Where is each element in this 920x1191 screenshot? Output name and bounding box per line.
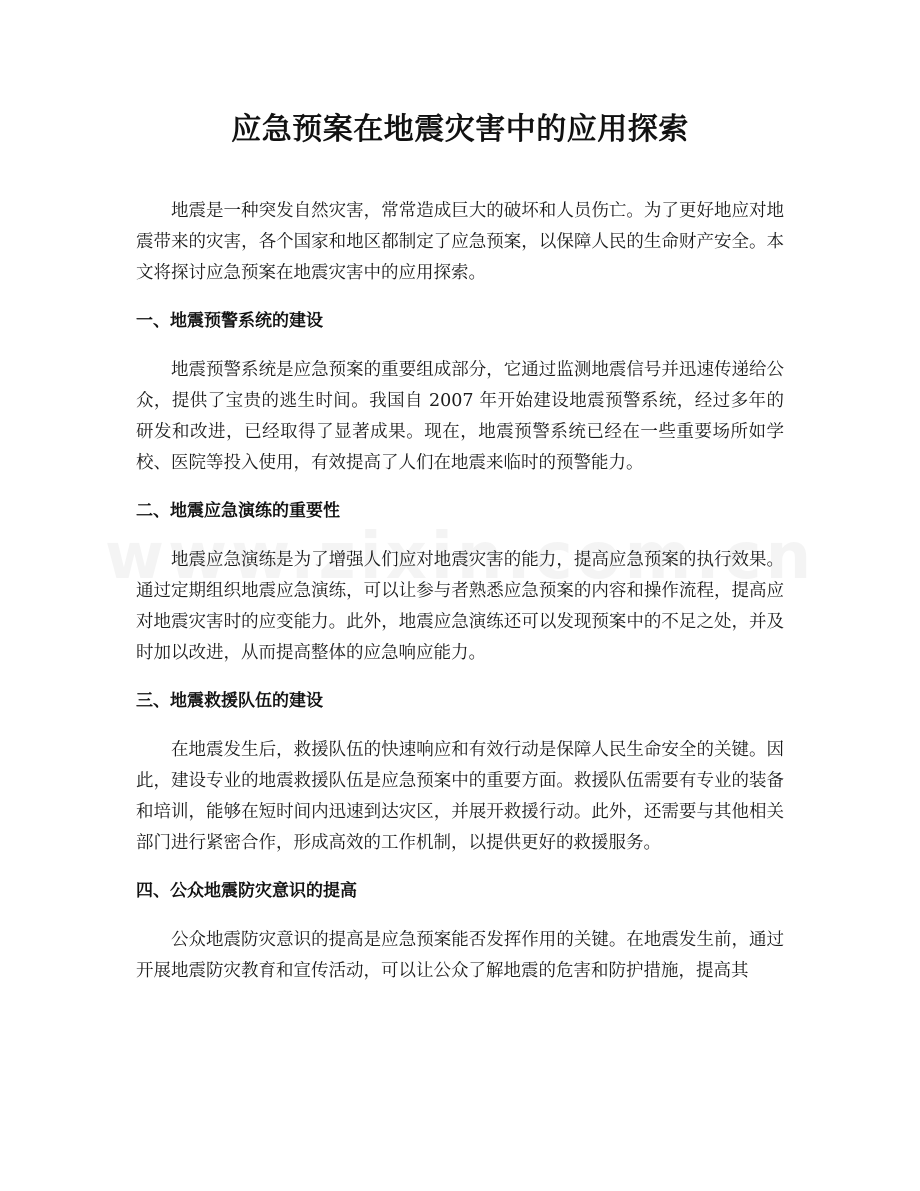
section-body-4: 公众地震防灾意识的提高是应急预案能否发挥作用的关键。在地震发生前，通过开展地震防灾教育和宣传活动，可以让公众了解地震的危害和防护措施，提高其 [136, 930, 784, 981]
intro-paragraph: 地震是一种突发自然灾害，常常造成巨大的破坏和人员伤亡。为了更好地应对地震带来的灾害，各个国家和地区都制定了应急预案，以保障人民的生命财产安全。本文将探讨应急预案在地震灾害中的应用探索。 [136, 201, 784, 283]
document-title: 应急预案在地震灾害中的应用探索 [231, 112, 689, 147]
section-heading-4: 四、公众地震防灾意识的提高 [136, 881, 357, 901]
section-heading-2: 二、地震应急演练的重要性 [136, 501, 340, 521]
section-body-2: 地震应急演练是为了增强人们应对地震灾害的能力，提高应急预案的执行效果。通过定期组织地震应急演练，可以让参与者熟悉应急预案的内容和操作流程，提高应对地震灾害时的应变能力。此外，地震应急演练还可以发现预案中的不足之处，并及时加以改进，从而提高整体的应急响应能力。 [136, 550, 784, 663]
section-heading-3: 三、地震救援队伍的建设 [136, 691, 323, 711]
section-body-1: 地震预警系统是应急预案的重要组成部分，它通过监测地震信号并迅速传递给公众，提供了宝贵的逃生时间。我国自 2007 年开始建设地震预警系统，经过多年的研发和改进，已经取得了显著成果。现在，地震预警系统已经在一些重要场所如学校、医院等投入使用，有效提高了人们在地震来临时的预警能力。 [136, 360, 784, 473]
section-body-3: 在地震发生后，救援队伍的快速响应和有效行动是保障人民生命安全的关键。因此，建设专业的地震救援队伍是应急预案中的重要方面。救援队伍需要有专业的装备和培训，能够在短时间内迅速到达灾区，并展开救援行动。此外，还需要与其他相关部门进行紧密合作，形成高效的工作机制，以提供更好的救援服务。 [136, 740, 784, 853]
section-heading-1: 一、地震预警系统的建设 [136, 311, 323, 331]
